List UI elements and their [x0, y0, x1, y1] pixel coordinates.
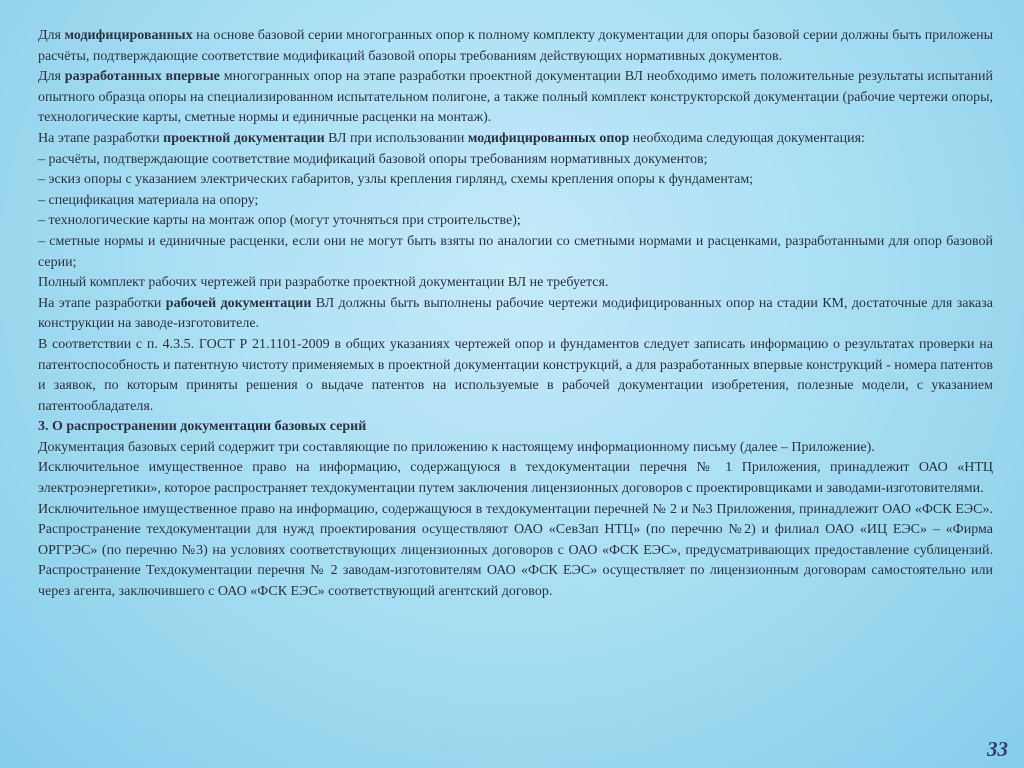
paragraph-ntc-rights: Исключительное имущественное право на информацию, содержащуюся в техдокументации перечня № 1 Приложения, принадлежит ОАО «НТЦ электроэнергетики», которое распространяет техдокументации путем заключения лицензионных договоров с проектировщиками и заводами-изготовителями. — [38, 460, 993, 497]
paragraph-fsk-rights: Исключительное имущественное право на информацию, содержащуюся в техдокументации перечней № 2 и №3 Приложения, принадлежит ОАО «ФСК ЕЭС». Распространение техдокументации для нужд проектирования осуществляют ОАО «СевЗап НТЦ» (по перечню №2) и филиал ОАО «ИЦ ЕЭС» – «Фирма ОРГРЭС» (по перечню №3) на условиях соответствующих лицензионных договоров с ОАО «ФСК ЕЭС», предусматривающих предоставление сублицензий. Распространение Техдокументации перечня № 2 заводам-изготовителям ОАО «ФСК ЕЭС» осуществляет по лицензионным договорам самостоятельно или через агента, заключившего с ОАО «ФСК ЕЭС» соответствующий агентский договор. — [38, 501, 993, 600]
list-item: – спецификация материала на опору; — [38, 192, 259, 208]
text-run: ВЛ должны быть выполнены рабочие чертежи модифицированных опор на стадии КМ, достаточные для заказа конструкции на заводе-изготовителе. — [38, 295, 993, 332]
bold-term: разработанных впервые — [64, 69, 220, 85]
paragraph-project-documentation — [38, 129, 993, 150]
text-run: многогранных опор на этапе разработки проектной документации ВЛ необходимо иметь положительные результаты испытаний опытного образца опоры на специализированном испытательном полигоне, а также полный комплект конструкторской документации (рабочие чертежи опоры, технологические карты, сметные нормы и единичные расценки на монтаж). — [38, 69, 993, 126]
bold-term: модифицированных — [64, 28, 193, 43]
paragraph-base-series: Документация базовых серий содержит три составляющие по приложению к настоящему информационному письму (далее – Приложение). — [38, 439, 875, 455]
page-number: 33 — [987, 737, 1008, 761]
text-run: На этапе разработки — [38, 295, 166, 311]
paragraph-new-supports — [38, 67, 993, 129]
paragraph-working-drawings: Полный комплект рабочих чертежей при разработке проектной документации ВЛ не требуется. — [38, 275, 609, 291]
text-run: на основе базовой серии многогранных опор к полному комплекту документации для опоры базовой серии должны быть приложены расчёты, подтверждающие соответствие модификаций базовой опоры требованиям действующих нормативных документов. — [38, 28, 994, 64]
list-item: – эскиз опоры с указанием электрических габаритов, узлы крепления гирлянд, схемы крепления опоры к фундаментам; — [38, 172, 754, 188]
list-item: – технологические карты на монтаж опор (могут уточняться при строительстве); — [38, 213, 521, 229]
bold-term: рабочей документации — [165, 295, 312, 311]
paragraph-working-documentation — [38, 294, 993, 335]
text-run: необходима следующая документация: — [629, 130, 865, 146]
text-run: Для — [38, 28, 65, 43]
list-item: – сметные нормы и единичные расценки, если они не могут быть взяты по аналогии со сметными нормами и расценками, разработанными для опор базовой серии; — [38, 233, 993, 270]
paragraph-modified-supports — [38, 26, 993, 67]
list-item: – расчёты, подтверждающие соответствие модификаций базовой опоры требованиям нормативных документов; — [38, 151, 708, 167]
text-run: ВЛ при использовании — [324, 130, 468, 146]
bold-term: модифицированных опор — [467, 130, 630, 146]
document-body — [38, 26, 993, 603]
text-run: Для — [38, 69, 65, 85]
bold-term: проектной документации — [163, 130, 325, 146]
paragraph-gost-reference: В соответствии с п. 4.3.5. ГОСТ Р 21.1101-2009 в общих указаниях чертежей опор и фундаментов следует записать информацию о результатах проверки на патентоспособность и патентную чистоту применяемых в проектной документации конструкций, а для разработанных впервые конструкций - номера патентов и заявок, по которым приняты решения о выдаче патентов на используемые в рабочей документации изобретения, полезные модели, с указанием патентообладателя. — [38, 336, 993, 414]
section-heading: 3. О распространении документации базовых серий — [38, 419, 367, 435]
text-run: На этапе разработки — [38, 130, 164, 146]
